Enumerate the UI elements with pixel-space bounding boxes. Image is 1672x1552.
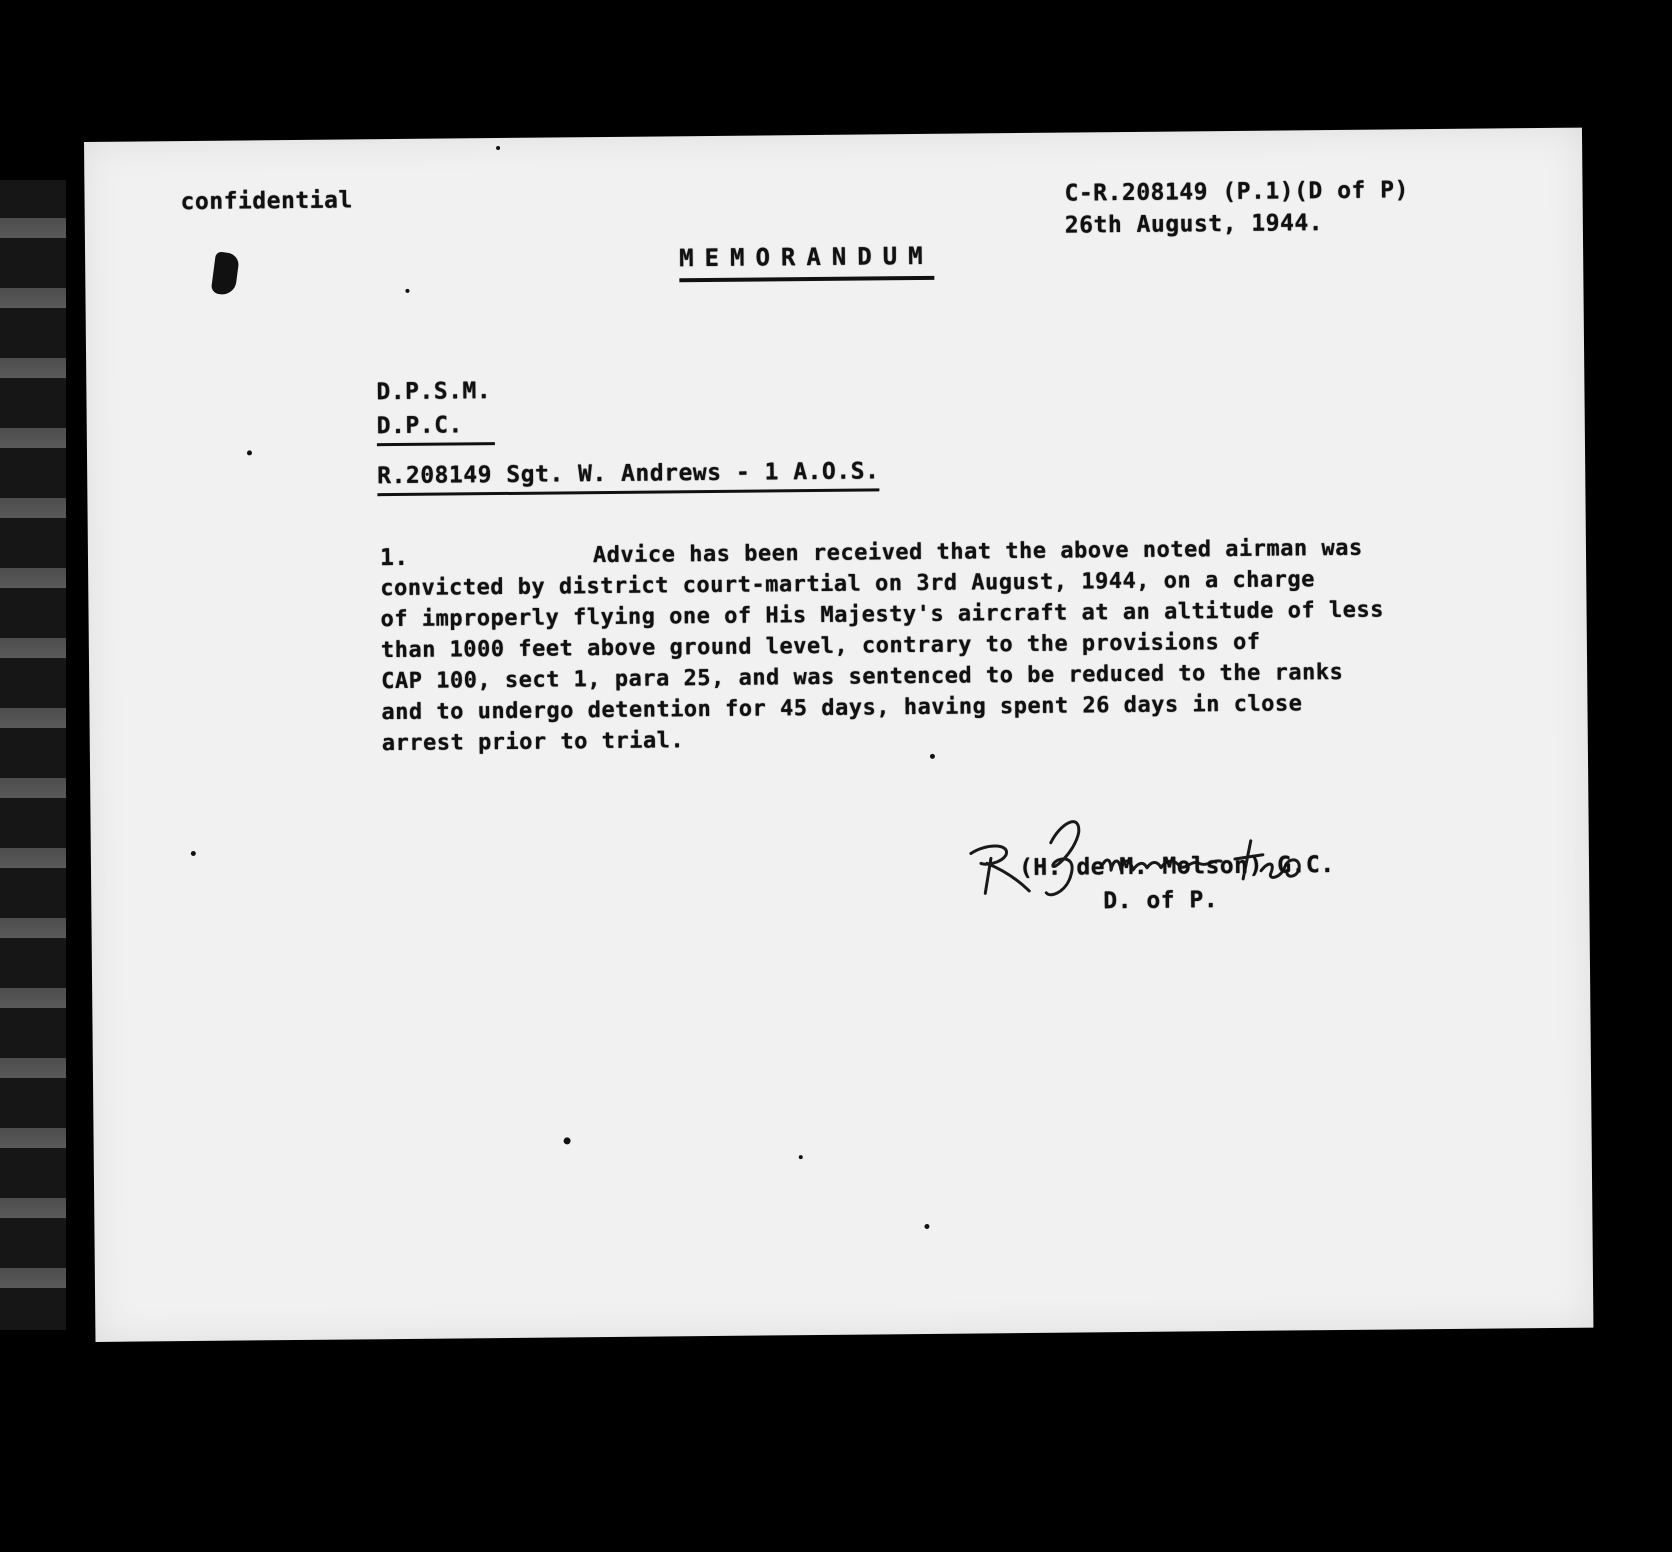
subject-line: R.208149 Sgt. W. Andrews - 1 A.O.S. [377, 458, 879, 496]
memo-date: 26th August, 1944. [1064, 210, 1324, 239]
page-number-mark [211, 251, 240, 296]
addressee-2: D.P.C. [377, 412, 495, 446]
paper-speck [930, 754, 935, 759]
addressee-1: D.P.S.M. [376, 378, 492, 406]
reference-number: C-R.208149 (P.1)(D of P) [1064, 177, 1409, 207]
signatory-title: D. of P. [1103, 887, 1219, 915]
paper-speck [496, 146, 500, 150]
film-edge-strip [0, 180, 66, 1330]
paper-speck [564, 1137, 571, 1144]
body-line: arrest prior to trial. [381, 728, 685, 757]
body-line: of improperly flying one of His Majesty's aircraft at an altitude of less [380, 597, 1385, 633]
body-line: Advice has been received that the above noted airman was [592, 535, 1363, 569]
body-line: and to undergo detention for 45 days, having spent 26 days in close [381, 691, 1303, 726]
signatory-name: (H. de M. Molson) G.C. [1018, 852, 1335, 882]
memo-page [84, 128, 1593, 1342]
body-line: than 1000 feet above ground level, contrary to the provisions of [380, 629, 1261, 664]
paper-speck [247, 450, 252, 455]
paper-speck [191, 851, 196, 856]
body-line: convicted by district court-martial on 3rd August, 1944, on a charge [380, 567, 1316, 602]
paper-speck [405, 289, 409, 293]
paper-speck [799, 1155, 803, 1159]
classification-label: confidential [180, 187, 353, 216]
memo-title: MEMORANDUM [679, 242, 934, 282]
paragraph-number: 1. [379, 544, 409, 572]
body-line: CAP 100, sect 1, para 25, and was sentenced to be reduced to the ranks [381, 659, 1344, 695]
paper-speck [924, 1224, 929, 1229]
